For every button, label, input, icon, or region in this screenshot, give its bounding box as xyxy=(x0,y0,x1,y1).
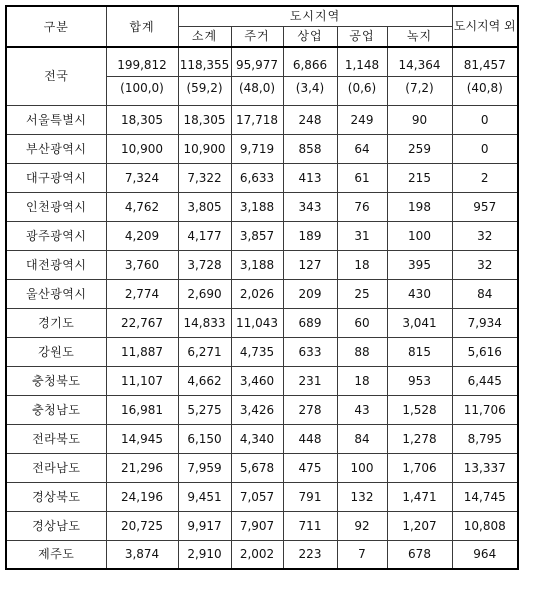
commercial-value: 711 xyxy=(283,511,337,540)
commercial-value: 858 xyxy=(283,134,337,163)
residential-value: 5,678 xyxy=(231,453,283,482)
region-name: 경기도 xyxy=(6,308,106,337)
national-green-value: 14,364 xyxy=(387,47,452,76)
commercial-value: 791 xyxy=(283,482,337,511)
subtotal-value: 6,271 xyxy=(178,337,231,366)
table-row xyxy=(6,279,518,308)
table-row xyxy=(6,105,518,134)
region-name: 전라남도 xyxy=(6,453,106,482)
nonurban-value: 11,706 xyxy=(452,395,518,424)
total-value: 20,725 xyxy=(106,511,178,540)
region-name: 광주광역시 xyxy=(6,221,106,250)
industrial-value: 84 xyxy=(337,424,387,453)
subtotal-value: 18,305 xyxy=(178,105,231,134)
total-value: 16,981 xyxy=(106,395,178,424)
national-values-row xyxy=(6,47,518,76)
national-total-percent: (100,0) xyxy=(106,76,178,105)
commercial-value: 413 xyxy=(283,163,337,192)
total-value: 11,887 xyxy=(106,337,178,366)
nonurban-value: 13,337 xyxy=(452,453,518,482)
commercial-value: 448 xyxy=(283,424,337,453)
nonurban-value: 14,745 xyxy=(452,482,518,511)
header-subtotal: 소계 xyxy=(178,26,231,47)
industrial-value: 25 xyxy=(337,279,387,308)
residential-value: 3,426 xyxy=(231,395,283,424)
table-row xyxy=(6,308,518,337)
table-row xyxy=(6,250,518,279)
land-use-table xyxy=(5,5,519,570)
region-name: 제주도 xyxy=(6,540,106,569)
industrial-value: 64 xyxy=(337,134,387,163)
total-value: 24,196 xyxy=(106,482,178,511)
residential-value: 3,188 xyxy=(231,250,283,279)
subtotal-value: 5,275 xyxy=(178,395,231,424)
subtotal-value: 4,177 xyxy=(178,221,231,250)
green-value: 953 xyxy=(387,366,452,395)
region-name: 강원도 xyxy=(6,337,106,366)
region-name: 경상남도 xyxy=(6,511,106,540)
total-value: 2,774 xyxy=(106,279,178,308)
green-value: 1,471 xyxy=(387,482,452,511)
residential-value: 11,043 xyxy=(231,308,283,337)
industrial-value: 18 xyxy=(337,366,387,395)
subtotal-value: 14,833 xyxy=(178,308,231,337)
residential-value: 3,460 xyxy=(231,366,283,395)
table-row xyxy=(6,424,518,453)
total-value: 14,945 xyxy=(106,424,178,453)
commercial-value: 209 xyxy=(283,279,337,308)
nonurban-value: 5,616 xyxy=(452,337,518,366)
nonurban-value: 84 xyxy=(452,279,518,308)
nonurban-value: 6,445 xyxy=(452,366,518,395)
residential-value: 2,026 xyxy=(231,279,283,308)
commercial-value: 248 xyxy=(283,105,337,134)
green-value: 430 xyxy=(387,279,452,308)
national-commercial-percent: (3,4) xyxy=(283,76,337,105)
industrial-value: 92 xyxy=(337,511,387,540)
subtotal-value: 4,662 xyxy=(178,366,231,395)
total-value: 7,324 xyxy=(106,163,178,192)
industrial-value: 18 xyxy=(337,250,387,279)
nonurban-value: 10,808 xyxy=(452,511,518,540)
commercial-value: 127 xyxy=(283,250,337,279)
total-value: 22,767 xyxy=(106,308,178,337)
header-commercial: 상업 xyxy=(283,26,337,47)
region-name: 서울특별시 xyxy=(6,105,106,134)
table-row xyxy=(6,221,518,250)
header-nonurban: 도시지역 외 xyxy=(452,6,518,47)
total-value: 4,209 xyxy=(106,221,178,250)
commercial-value: 475 xyxy=(283,453,337,482)
subtotal-value: 3,728 xyxy=(178,250,231,279)
green-value: 1,706 xyxy=(387,453,452,482)
green-value: 198 xyxy=(387,192,452,221)
commercial-value: 343 xyxy=(283,192,337,221)
commercial-value: 689 xyxy=(283,308,337,337)
green-value: 259 xyxy=(387,134,452,163)
table-row xyxy=(6,163,518,192)
commercial-value: 189 xyxy=(283,221,337,250)
subtotal-value: 2,910 xyxy=(178,540,231,569)
residential-value: 9,719 xyxy=(231,134,283,163)
national-label: 전국 xyxy=(6,47,106,105)
region-name: 대전광역시 xyxy=(6,250,106,279)
region-name: 인천광역시 xyxy=(6,192,106,221)
table-row xyxy=(6,453,518,482)
subtotal-value: 3,805 xyxy=(178,192,231,221)
region-name: 충청남도 xyxy=(6,395,106,424)
green-value: 100 xyxy=(387,221,452,250)
region-name: 울산광역시 xyxy=(6,279,106,308)
subtotal-value: 2,690 xyxy=(178,279,231,308)
nonurban-value: 8,795 xyxy=(452,424,518,453)
residential-value: 7,907 xyxy=(231,511,283,540)
table-row xyxy=(6,366,518,395)
residential-value: 4,735 xyxy=(231,337,283,366)
table-row xyxy=(6,134,518,163)
national-commercial-value: 6,866 xyxy=(283,47,337,76)
land-use-table-container xyxy=(5,5,519,570)
commercial-value: 231 xyxy=(283,366,337,395)
green-value: 678 xyxy=(387,540,452,569)
region-name: 전라북도 xyxy=(6,424,106,453)
region-name: 대구광역시 xyxy=(6,163,106,192)
green-value: 90 xyxy=(387,105,452,134)
total-value: 3,874 xyxy=(106,540,178,569)
table-row xyxy=(6,337,518,366)
industrial-value: 7 xyxy=(337,540,387,569)
industrial-value: 31 xyxy=(337,221,387,250)
nonurban-value: 957 xyxy=(452,192,518,221)
subtotal-value: 9,917 xyxy=(178,511,231,540)
header-industrial: 공업 xyxy=(337,26,387,47)
national-subtotal-value: 118,355 xyxy=(178,47,231,76)
national-residential-value: 95,977 xyxy=(231,47,283,76)
total-value: 11,107 xyxy=(106,366,178,395)
total-value: 18,305 xyxy=(106,105,178,134)
national-industrial-value: 1,148 xyxy=(337,47,387,76)
commercial-value: 223 xyxy=(283,540,337,569)
national-total-value: 199,812 xyxy=(106,47,178,76)
nonurban-value: 964 xyxy=(452,540,518,569)
industrial-value: 43 xyxy=(337,395,387,424)
industrial-value: 100 xyxy=(337,453,387,482)
subtotal-value: 7,959 xyxy=(178,453,231,482)
industrial-value: 60 xyxy=(337,308,387,337)
green-value: 1,528 xyxy=(387,395,452,424)
subtotal-value: 6,150 xyxy=(178,424,231,453)
table-row xyxy=(6,482,518,511)
header-green: 녹지 xyxy=(387,26,452,47)
industrial-value: 249 xyxy=(337,105,387,134)
table-row xyxy=(6,192,518,221)
green-value: 815 xyxy=(387,337,452,366)
national-residential-percent: (48,0) xyxy=(231,76,283,105)
green-value: 1,207 xyxy=(387,511,452,540)
subtotal-value: 9,451 xyxy=(178,482,231,511)
nonurban-value: 32 xyxy=(452,221,518,250)
industrial-value: 88 xyxy=(337,337,387,366)
residential-value: 3,188 xyxy=(231,192,283,221)
residential-value: 6,633 xyxy=(231,163,283,192)
header-residential: 주거 xyxy=(231,26,283,47)
total-value: 10,900 xyxy=(106,134,178,163)
residential-value: 4,340 xyxy=(231,424,283,453)
industrial-value: 61 xyxy=(337,163,387,192)
commercial-value: 278 xyxy=(283,395,337,424)
total-value: 4,762 xyxy=(106,192,178,221)
national-nonurban-percent: (40,8) xyxy=(452,76,518,105)
nonurban-value: 32 xyxy=(452,250,518,279)
national-nonurban-value: 81,457 xyxy=(452,47,518,76)
residential-value: 7,057 xyxy=(231,482,283,511)
table-row xyxy=(6,540,518,569)
header-category: 구분 xyxy=(6,6,106,47)
total-value: 21,296 xyxy=(106,453,178,482)
industrial-value: 76 xyxy=(337,192,387,221)
nonurban-value: 0 xyxy=(452,134,518,163)
table-row xyxy=(6,511,518,540)
region-name: 충청북도 xyxy=(6,366,106,395)
header-row-1 xyxy=(6,6,518,26)
national-subtotal-percent: (59,2) xyxy=(178,76,231,105)
national-industrial-percent: (0,6) xyxy=(337,76,387,105)
nonurban-value: 7,934 xyxy=(452,308,518,337)
industrial-value: 132 xyxy=(337,482,387,511)
nonurban-value: 0 xyxy=(452,105,518,134)
residential-value: 2,002 xyxy=(231,540,283,569)
region-name: 경상북도 xyxy=(6,482,106,511)
green-value: 3,041 xyxy=(387,308,452,337)
total-value: 3,760 xyxy=(106,250,178,279)
green-value: 1,278 xyxy=(387,424,452,453)
national-green-percent: (7,2) xyxy=(387,76,452,105)
subtotal-value: 10,900 xyxy=(178,134,231,163)
header-total: 합계 xyxy=(106,6,178,47)
nonurban-value: 2 xyxy=(452,163,518,192)
residential-value: 3,857 xyxy=(231,221,283,250)
table-row xyxy=(6,395,518,424)
residential-value: 17,718 xyxy=(231,105,283,134)
green-value: 215 xyxy=(387,163,452,192)
commercial-value: 633 xyxy=(283,337,337,366)
header-urban: 도시지역 xyxy=(178,6,452,26)
green-value: 395 xyxy=(387,250,452,279)
subtotal-value: 7,322 xyxy=(178,163,231,192)
region-name: 부산광역시 xyxy=(6,134,106,163)
